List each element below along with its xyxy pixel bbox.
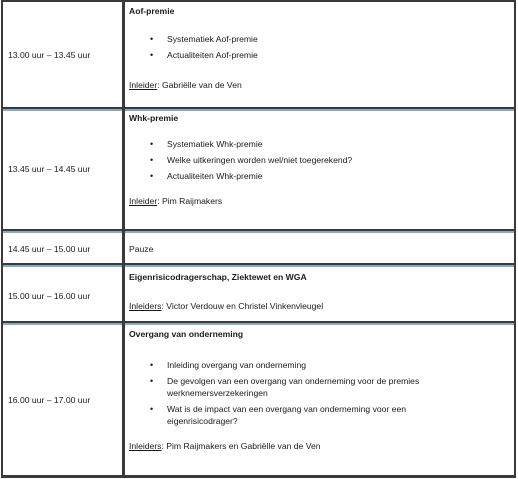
table-border-bottom	[1, 475, 516, 478]
speaker-line: Inleider: Gabriëlle van de Ven	[129, 80, 242, 90]
content-cell	[127, 325, 516, 475]
list-item: • Systematiek Aof-premie	[150, 34, 258, 44]
bullet-icon: •	[150, 155, 154, 165]
bullet-icon: •	[150, 139, 154, 149]
row-divider-shadow	[1, 109, 516, 111]
list-item: • Welke uitkeringen worden wel/niet toegerekend?	[150, 155, 353, 165]
speaker-line: Inleiders: Victor Verdouw en Christel Vinkenvleugel	[129, 301, 324, 311]
break-label: Pauze	[129, 243, 154, 254]
content-cell	[127, 268, 516, 323]
list-item: • Inleiding overgang van onderneming	[150, 360, 307, 370]
content-cell	[127, 109, 516, 229]
list-item: • Wat is de impact van een overgang van onderneming voor een eigenrisicodrager?	[150, 404, 407, 426]
bullet-icon: •	[150, 404, 154, 414]
content-cell	[127, 2, 516, 107]
session-title: Aof-premie	[129, 6, 175, 16]
bullet-icon: •	[150, 50, 154, 60]
table-row	[1, 109, 516, 229]
list-item: • Actualiteiten Whk-premie	[150, 171, 263, 181]
session-title: Whk-premie	[129, 113, 179, 123]
table-border-top	[1, 0, 516, 2]
content-cell	[127, 234, 516, 263]
table-border-left	[1, 0, 3, 478]
table-row	[1, 268, 516, 323]
time-cell: 14.45 uur – 15.00 uur	[8, 243, 91, 254]
time-cell: 13.00 uur – 13.45 uur	[8, 49, 91, 60]
row-divider-shadow	[1, 323, 516, 325]
bullet-icon: •	[150, 360, 154, 370]
table-border-right	[514, 0, 516, 478]
program-table	[1, 0, 516, 478]
bullet-icon: •	[150, 171, 154, 181]
bullet-list	[129, 359, 514, 427]
time-cell: 13.45 uur – 14.45 uur	[8, 164, 91, 174]
bullet-icon: •	[150, 34, 154, 44]
list-item: • Systematiek Whk-premie	[150, 139, 263, 149]
list-item: • Actualiteiten Aof-premie	[150, 50, 258, 60]
table-row	[1, 325, 516, 475]
row-divider-shadow	[1, 265, 516, 267]
session-title: Overgang van onderneming	[129, 329, 244, 339]
speaker-line: Inleider: Pim Raijmakers	[129, 196, 223, 206]
time-cell: 16.00 uur – 17.00 uur	[8, 395, 91, 405]
speaker-line: Inleiders: Pim Raijmakers en Gabriëlle van de Ven	[129, 441, 321, 451]
bullet-list	[129, 138, 514, 182]
time-cell: 15.00 uur – 16.00 uur	[8, 290, 91, 301]
session-title: Eigenrisicodragerschap, Ziektewet en WGA	[129, 272, 307, 282]
bullet-icon: •	[150, 376, 154, 386]
table-row	[1, 234, 516, 263]
bullet-list	[129, 33, 514, 61]
list-item: • De gevolgen van een overgang van onderneming voor de premies werknemersverzekeringen	[150, 376, 420, 398]
column-divider	[122, 0, 125, 478]
row-divider-shadow	[1, 231, 516, 233]
table-row	[1, 2, 516, 107]
